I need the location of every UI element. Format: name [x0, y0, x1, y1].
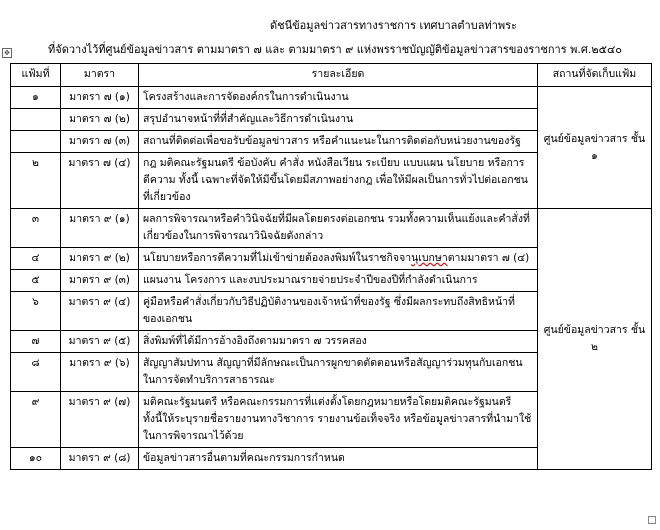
- header-location: สถานที่จัดเก็บแฟ้ม: [538, 64, 652, 87]
- file-no: ๑๐: [11, 448, 61, 470]
- header-section: มาตรา: [61, 64, 139, 87]
- file-no: ๒: [11, 153, 61, 209]
- section: มาตรา ๗ (๔): [61, 153, 139, 209]
- file-no: ๖: [11, 292, 61, 331]
- table-move-handle-icon[interactable]: ✥: [2, 48, 12, 58]
- file-no: ๗: [11, 331, 61, 353]
- detail: ผลการพิจารณาหรือคำวินิจฉัยที่มีผลโดยตรงต่อเอกชน รวมทั้งความเห็นแย้งและคำสั่งที่เกี่ยวข้องในการพิจารณาวินิจฉัยดังกล่าว: [139, 209, 538, 248]
- section: มาตรา ๙ (๖): [61, 353, 139, 392]
- detail: [139, 248, 538, 270]
- page-title-text: ดัชนีข้อมูลข่าวสารทางราชการ เทศบาลตำบลท่าพระ: [270, 19, 517, 32]
- section: มาตรา ๙ (๓): [61, 270, 139, 292]
- table-row: [11, 87, 652, 109]
- file-no: ๓: [11, 209, 61, 248]
- location-floor-2: ศูนย์ข้อมูลข่าวสาร ชั้น ๒: [543, 324, 646, 353]
- header-detail: รายละเอียด: [139, 64, 538, 87]
- file-no: [11, 131, 61, 153]
- section: มาตรา ๙ (๘): [61, 448, 139, 470]
- section: มาตรา ๙ (๒): [61, 248, 139, 270]
- table-header-row: [11, 64, 652, 87]
- section: มาตรา ๙ (๗): [61, 392, 139, 448]
- detail-part: ตามมาตรา ๗ (๔): [447, 252, 530, 264]
- detail: สิ่งพิมพ์ที่ได้มีการอ้างอิงถึงตามมาตรา ๗ วรรคสอง: [139, 331, 538, 353]
- section: มาตรา ๗ (๒): [61, 109, 139, 131]
- section: มาตรา ๙ (๕): [61, 331, 139, 353]
- detail: แผนงาน โครงการ และงบประมาณรายจ่ายประจำปีของปีที่กำลังดำเนินการ: [139, 270, 538, 292]
- file-no: ๑: [11, 87, 61, 109]
- index-table: [10, 63, 652, 470]
- table-resize-handle-icon[interactable]: [648, 516, 656, 524]
- detail: กฎ มติคณะรัฐมนตรี ข้อบังคับ คำสั่ง หนังสือเวียน ระเบียบ แบบแผน นโยบาย หรือการตีความ ทั้งนี้ เฉพาะที่จัดให้มีขึ้นโดยมีสภาพอย่างกฎ เพื่อให้มีผลเป็นการทั่วไปต่อเอกชนที่เกี่ยวข้อง: [139, 153, 538, 209]
- section: มาตรา ๙ (๔): [61, 292, 139, 331]
- detail: คู่มือหรือคำสั่งเกี่ยวกับวิธีปฏิบัติงานของเจ้าหน้าที่ของรัฐ ซึ่งมีผลกระทบถึงสิทธิหน้าที่ของเอกชน: [139, 292, 538, 331]
- spellcheck-marked-word[interactable]: นุเบกษา: [411, 252, 448, 264]
- file-no: [11, 109, 61, 131]
- location-floor-1: ศูนย์ข้อมูลข่าวสาร ชั้น ๑: [543, 132, 646, 162]
- file-no: ๕: [11, 270, 61, 292]
- detail-part: นโยบายหรือการตีความที่ไม่เข้าข่ายต้องลงพิมพ์ในราชกิจจา: [143, 252, 412, 264]
- file-no: ๔: [11, 248, 61, 270]
- header-file-no: แฟ้มที่: [11, 64, 61, 87]
- detail: สถานที่ติดต่อเพื่อขอรับข้อมูลข่าวสาร หรือคำแนะนะในการติดต่อกับหน่วยงานของรัฐ: [139, 131, 538, 153]
- section: มาตรา ๗ (๑): [61, 87, 139, 109]
- file-no: ๘: [11, 353, 61, 392]
- detail: มติคณะรัฐมนตรี หรือคณะกรรมการที่แต่งตั้งโดยกฎหมายหรือโดยมติคณะรัฐมนตรี ทั้งนี้ให้ระบุรายชื่อรายงานทางวิชาการ รายงานข้อเท็จจริง หรือข้อมูลข่าวสารที่นำมาใช้ในการพิจารณาไว้ด้วย: [139, 392, 538, 448]
- detail: โครงสร้างและการจัดองค์กรในการดำเนินงาน: [139, 87, 538, 109]
- detail: สัญญาสัมปทาน สัญญาที่มีลักษณะเป็นการผูกขาดตัดตอนหรือสัญญาร่วมทุนกับเอกชนในการจัดทำบริการสาธารณะ: [139, 353, 538, 392]
- detail: ข้อมูลข่าวสารอื่นตามที่คณะกรรมการกำหนด: [139, 448, 538, 470]
- detail: สรุปอำนาจหน้าที่ที่สำคัญและวิธีการดำเนินงาน: [139, 109, 538, 131]
- table-row: [11, 209, 652, 248]
- section: มาตรา ๗ (๓): [61, 131, 139, 153]
- page-subtitle: ที่จัดวางไว้ที่ศูนย์ข้อมูลข่าวสาร ตามมาตรา ๗ และ ตามมาตรา ๙ แห่งพรราชบัญญัติข้อมูลข่าวสารของราชการ พ.ศ.๒๕๔๐: [48, 43, 622, 56]
- location-cell: [538, 87, 652, 209]
- file-no: ๙: [11, 392, 61, 448]
- location-cell: [538, 209, 652, 470]
- section: มาตรา ๙ (๑): [61, 209, 139, 248]
